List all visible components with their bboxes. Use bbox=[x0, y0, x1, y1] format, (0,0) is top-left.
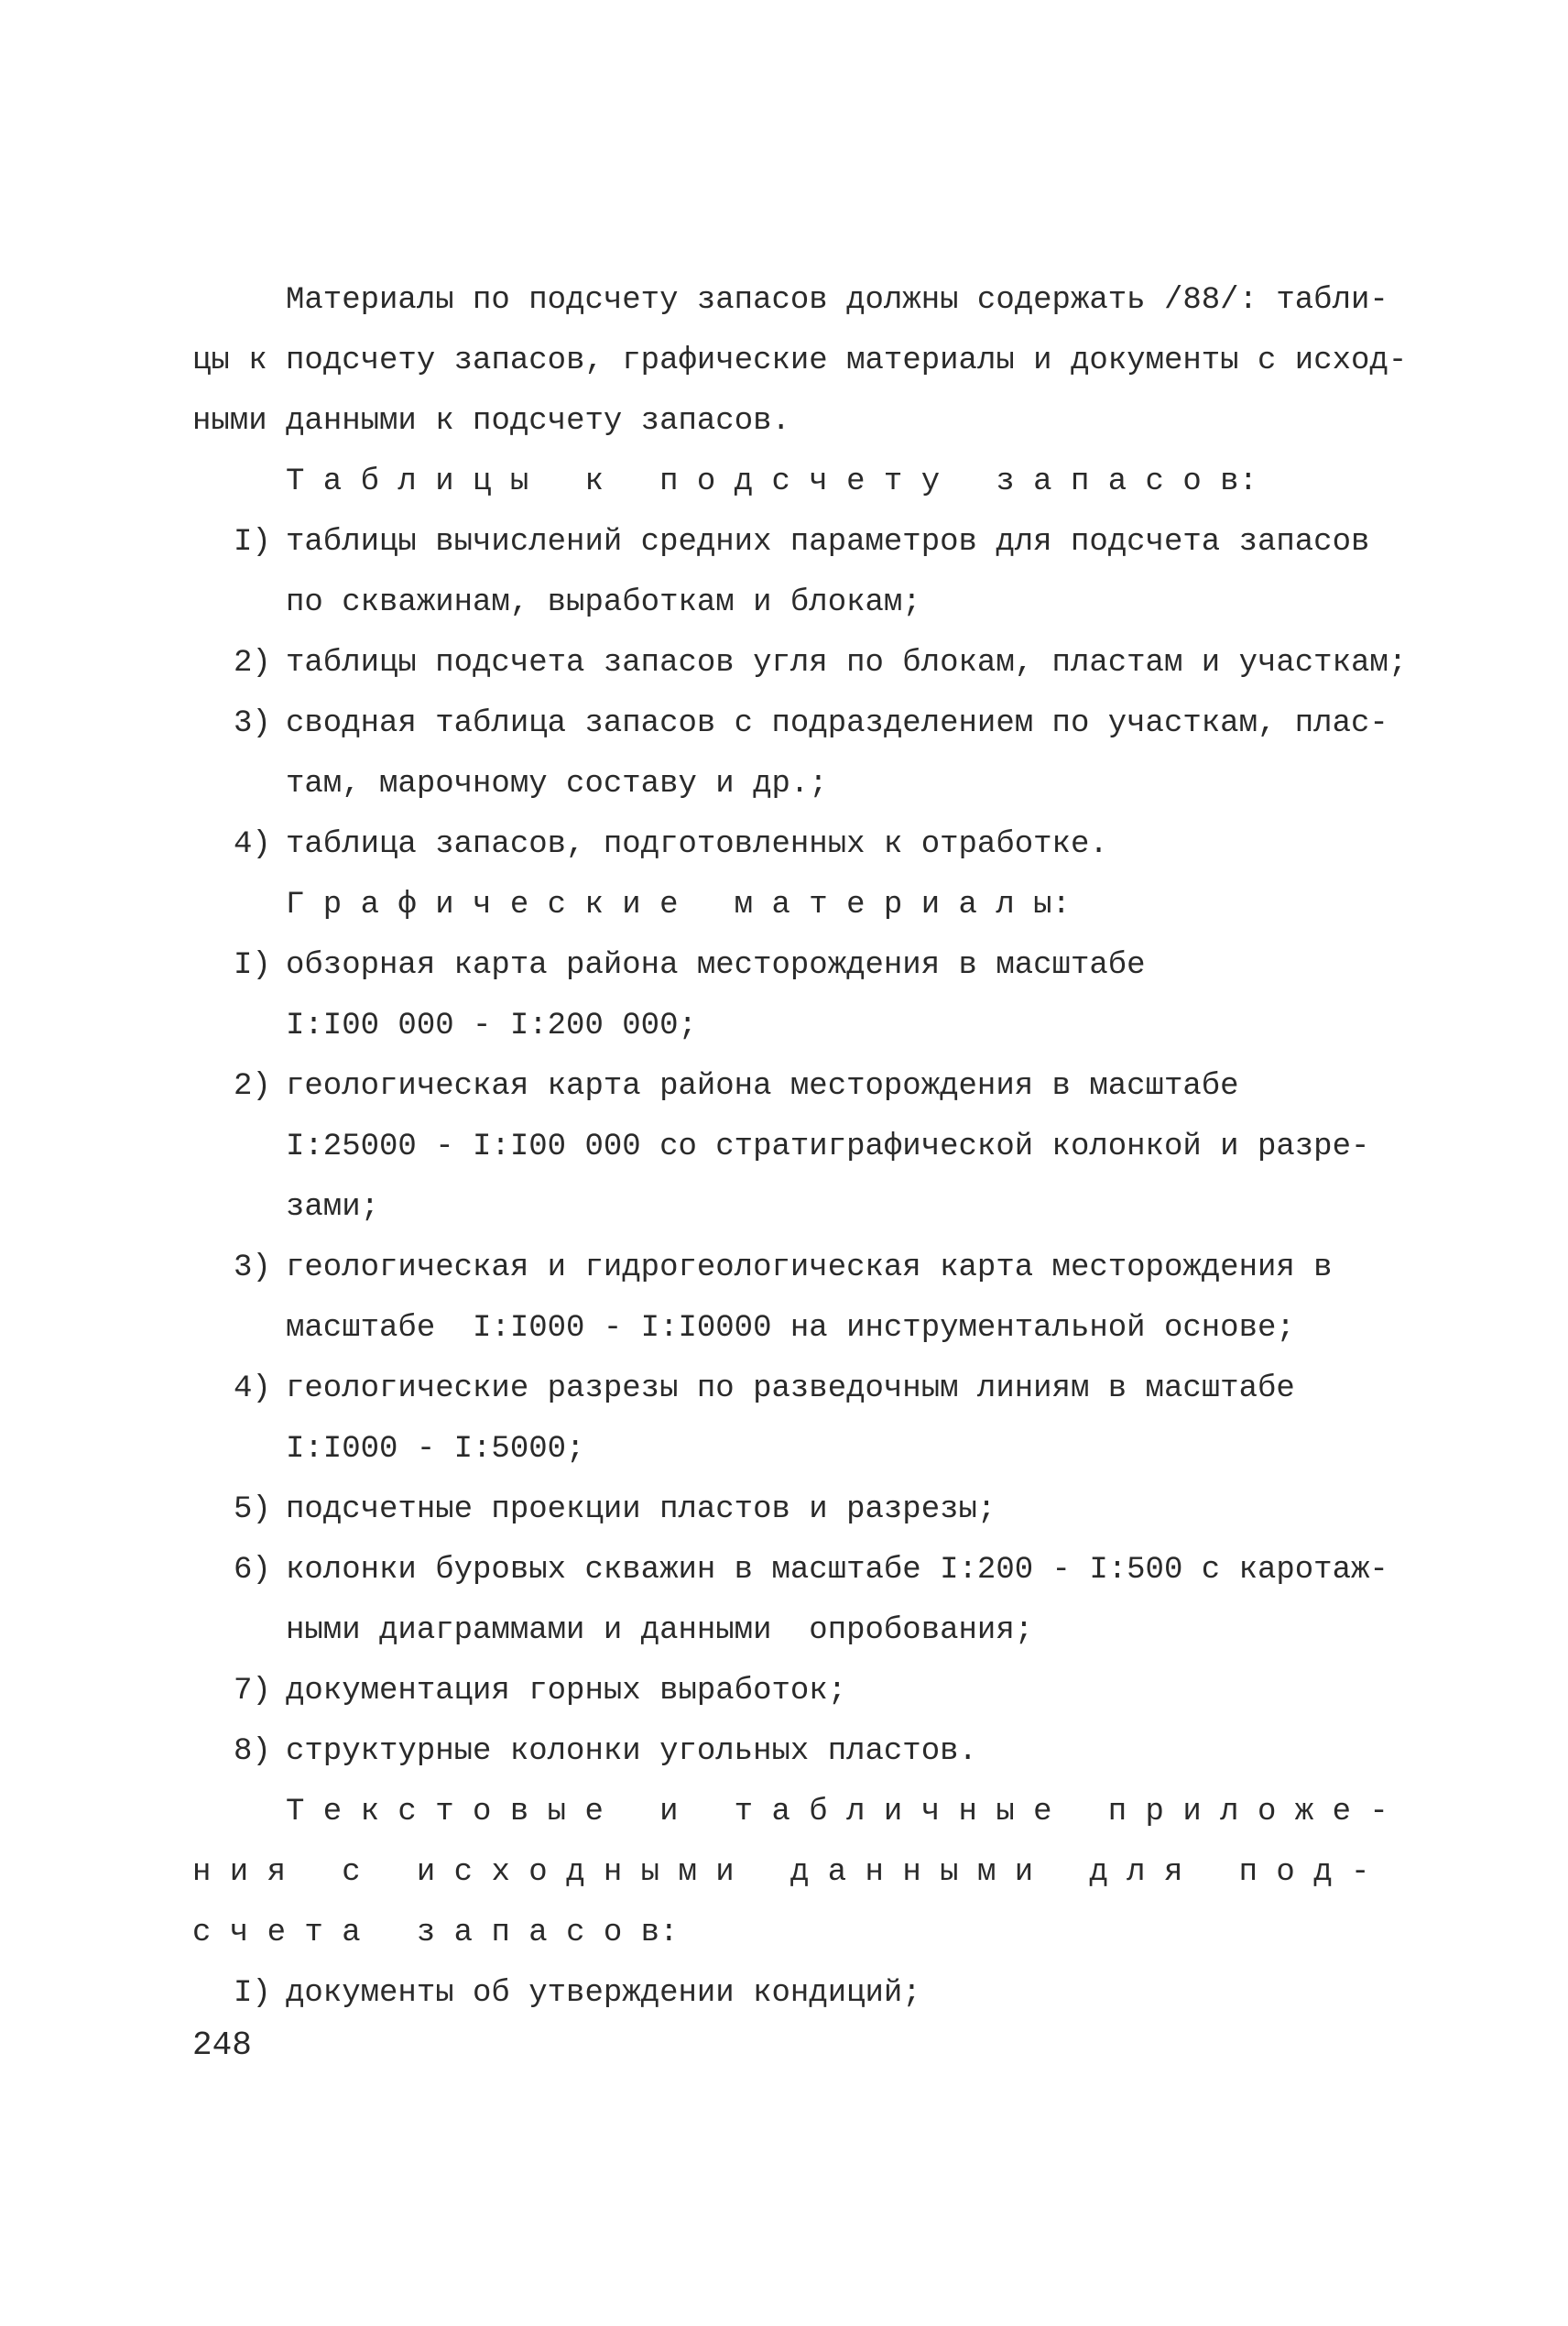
item-number: 4) bbox=[234, 1371, 271, 1406]
item-text: таблицы подсчета запасов угля по блокам, пластам и участкам; bbox=[286, 646, 1408, 681]
list-item bbox=[0, 1238, 1568, 1298]
section-heading: Г р а ф и ч е с к и е м а т е р и а л ы: bbox=[286, 888, 1071, 923]
list-item bbox=[0, 1661, 1568, 1721]
list-item bbox=[0, 1359, 1568, 1419]
list-item-continuation: I:I000 - I:5000; bbox=[286, 1432, 585, 1467]
item-number: 7) bbox=[234, 1674, 271, 1709]
list-item bbox=[0, 935, 1568, 996]
item-text: структурные колонки угольных пластов. bbox=[286, 1734, 977, 1769]
intro-line: цы к подсчету запасов, графические материалы и документы с исход- bbox=[192, 344, 1408, 378]
item-number: 2) bbox=[234, 1069, 271, 1104]
item-text: обзорная карта района месторождения в масштабе bbox=[286, 948, 1146, 983]
section-heading: Т е к с т о в ы е и т а б л и ч н ы е п р и л о ж е - bbox=[286, 1795, 1388, 1829]
list-item bbox=[0, 1721, 1568, 1782]
list-item bbox=[0, 1480, 1568, 1540]
item-number: 6) bbox=[234, 1553, 271, 1588]
item-text: геологическая карта района месторождения в масштабе bbox=[286, 1069, 1239, 1104]
item-number: 4) bbox=[234, 827, 271, 862]
list-item bbox=[0, 512, 1568, 573]
item-number: 8) bbox=[234, 1734, 271, 1769]
list-item-continuation: зами; bbox=[286, 1190, 380, 1225]
list-item bbox=[0, 1056, 1568, 1117]
item-text: сводная таблица запасов с подразделением по участкам, плас- bbox=[286, 706, 1388, 741]
item-number: 2) bbox=[234, 646, 271, 681]
item-number: 3) bbox=[234, 706, 271, 741]
list-item bbox=[0, 814, 1568, 875]
list-item bbox=[0, 1540, 1568, 1600]
item-number: I) bbox=[234, 948, 271, 983]
list-item-continuation: ными диаграммами и данными опробования; bbox=[286, 1613, 1034, 1648]
list-item-continuation: масштабе I:I000 - I:I0000 на инструментальной основе; bbox=[286, 1311, 1295, 1346]
list-item-continuation: I:25000 - I:I00 000 со стратиграфической колонкой и разре- bbox=[286, 1130, 1370, 1164]
section-heading: с ч е т а з а п а с о в: bbox=[192, 1916, 679, 1950]
item-text: таблица запасов, подготовленных к отработке. bbox=[286, 827, 1108, 862]
intro-line: Материалы по подсчету запасов должны содержать /88/: табли- bbox=[286, 283, 1388, 318]
item-text: документы об утверждении кондиций; bbox=[286, 1976, 921, 2011]
list-item bbox=[0, 693, 1568, 754]
section-heading: н и я с и с х о д н ы м и д а н н ы м и д л я п о д - bbox=[192, 1855, 1370, 1890]
item-number: 5) bbox=[234, 1492, 271, 1527]
section-heading: Т а б л и ц ы к п о д с ч е т у з а п а с о в: bbox=[286, 464, 1258, 499]
page-number: 248 bbox=[192, 2026, 252, 2064]
item-text: документация горных выработок; bbox=[286, 1674, 847, 1709]
list-item-continuation: по скважинам, выработкам и блокам; bbox=[286, 585, 921, 620]
item-text: геологические разрезы по разведочным линиям в масштабе bbox=[286, 1371, 1295, 1406]
list-item-continuation: I:I00 000 - I:200 000; bbox=[286, 1009, 697, 1043]
item-text: колонки буровых скважин в масштабе I:200 - I:500 с каротаж- bbox=[286, 1553, 1388, 1588]
item-number: I) bbox=[234, 525, 271, 560]
item-text: геологическая и гидрогеологическая карта месторождения в bbox=[286, 1250, 1333, 1285]
item-text: таблицы вычислений средних параметров для подсчета запасов bbox=[286, 525, 1370, 560]
item-number: I) bbox=[234, 1976, 271, 2011]
item-text: подсчетные проекции пластов и разрезы; bbox=[286, 1492, 996, 1527]
item-number: 3) bbox=[234, 1250, 271, 1285]
intro-line: ными данными к подсчету запасов. bbox=[192, 404, 790, 439]
list-item bbox=[0, 633, 1568, 693]
list-item-continuation: там, марочному составу и др.; bbox=[286, 767, 828, 802]
